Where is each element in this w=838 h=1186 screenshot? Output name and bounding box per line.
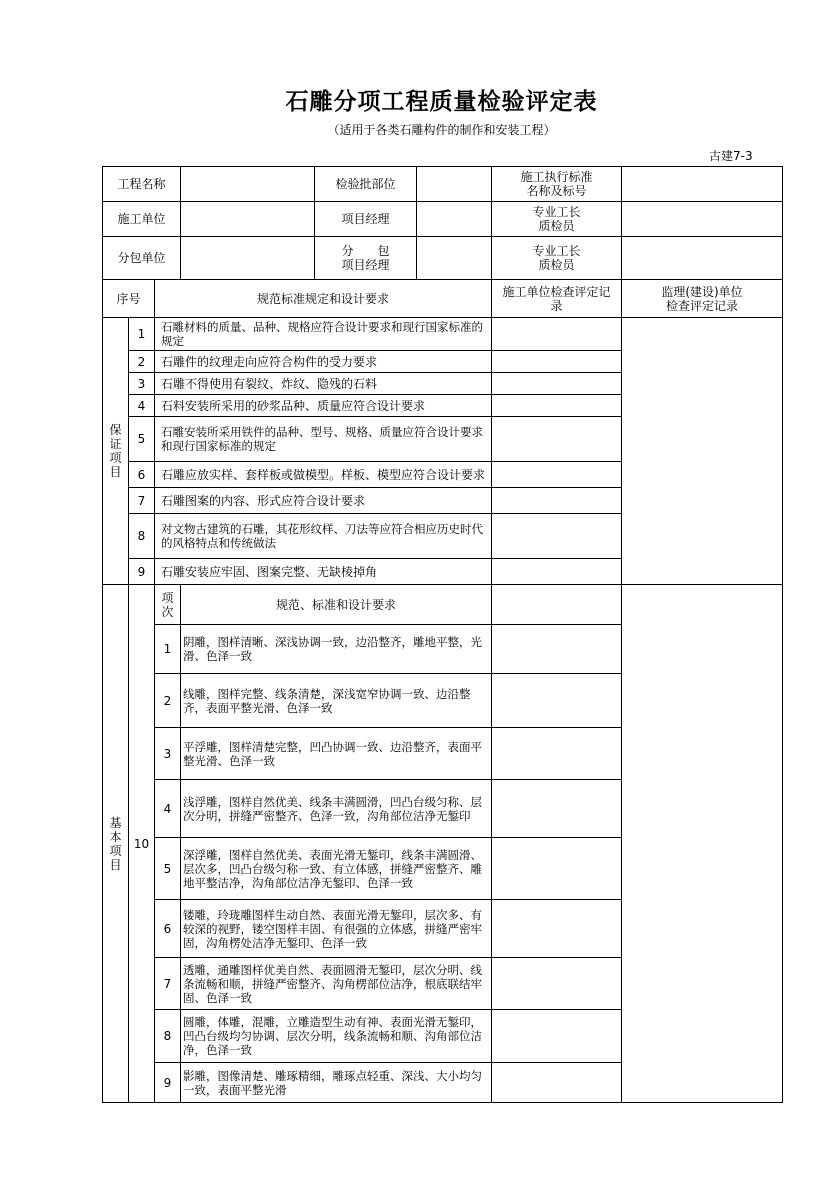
sub-item-header — [155, 585, 181, 625]
contractor-record-header — [492, 280, 622, 318]
foreman2-label-line1: 专业工长 — [532, 244, 581, 258]
contractor-record-cell[interactable] — [492, 417, 622, 462]
sub-requirement-header: 规范、标准和设计要求 — [181, 585, 492, 625]
standard-field[interactable] — [622, 167, 783, 202]
sub-item-text: 影雕，图像清楚、雕琢精细，雕琢点轻重、深浅、大小均匀一致，表面平整光滑 — [181, 1063, 492, 1103]
main-item-no: 3 — [129, 373, 155, 395]
basic-items-label — [103, 585, 129, 1103]
main-item-text: 石雕安装所采用铁件的品种、型号、规格、质量应符合设计要求和现行国家标准的规定 — [155, 417, 492, 462]
contractor-record-cell[interactable] — [492, 1063, 622, 1103]
sub-item-text: 透雕，通雕图样优美自然、表面圆滑无錾印，层次分明、线条流畅和顺，拼缝严密整齐、沟角楞部位洁净，根底联结牢固、色泽一致 — [181, 958, 492, 1010]
main-item-no: 9 — [129, 559, 155, 585]
project-manager-field[interactable] — [417, 202, 492, 237]
main-item-row — [103, 318, 783, 351]
contractor-record-cell[interactable] — [492, 462, 622, 488]
contractor-header-line2: 录 — [550, 298, 563, 313]
sub-item-text: 线雕，图样完整、线条清楚，深浅宽窄协调一致、边沿整齐，表面平整光滑、色泽一致 — [181, 674, 492, 728]
standard-label-line2: 名称及标号 — [526, 184, 587, 198]
main-item-text: 对文物古建筑的石雕，其花形纹样、刀法等应符合相应历史时代的风格特点和传统做法 — [155, 514, 492, 559]
main-item-text: 石雕应放实样、套样板或做模型。样板、模型应符合设计要求 — [155, 462, 492, 488]
main-items-char: 项 — [109, 451, 122, 465]
contractor-record-cell[interactable] — [492, 780, 622, 838]
header-row-unit — [103, 202, 783, 237]
inspection-form-table — [102, 166, 783, 1103]
main-item-no: 7 — [129, 488, 155, 514]
document-subtitle: （适用于各类石雕构件的制作和安装工程） — [327, 123, 556, 137]
main-item-text: 石雕材料的质量、品种、规格应符合设计要求和现行国家标准的规定 — [155, 318, 492, 351]
main-item-text: 石雕件的纹理走向应符合构件的受力要求 — [155, 351, 492, 373]
foreman2-label-line2: 质检员 — [538, 258, 575, 272]
column-header-row — [103, 280, 783, 318]
basic-sub-header-row — [103, 585, 783, 625]
requirement-header: 规范标准规定和设计要求 — [155, 280, 492, 318]
sub-item-text: 阴雕，图样清晰、深浅协调一致，边沿整齐，雕地平整，光滑、色泽一致 — [181, 625, 492, 674]
basic-items-char: 目 — [109, 857, 122, 872]
contractor-record-cell[interactable] — [492, 351, 622, 373]
sub-item-no: 6 — [155, 900, 181, 958]
basic-items-char: 项 — [109, 843, 122, 858]
inspection-part-field[interactable] — [417, 167, 492, 202]
main-item-text: 石料安装所采用的砂浆品种、质量应符合设计要求 — [155, 395, 492, 417]
inspection-part-label: 检验批部位 — [315, 167, 417, 202]
supervisor-record-cell-main[interactable] — [622, 318, 783, 585]
contractor-record-cell[interactable] — [492, 514, 622, 559]
contractor-record-cell[interactable] — [492, 958, 622, 1010]
supervisor-header-line2: 检查评定记录 — [665, 298, 738, 313]
supervisor-record-header — [622, 280, 783, 318]
contractor-record-cell[interactable] — [492, 625, 622, 674]
sub-item-no: 3 — [155, 728, 181, 780]
sub-item-no: 4 — [155, 780, 181, 838]
contractor-record-cell[interactable] — [492, 395, 622, 417]
sub-manager-field[interactable] — [417, 237, 492, 280]
main-item-no: 6 — [129, 462, 155, 488]
contractor-record-cell[interactable] — [492, 1010, 622, 1063]
contractor-record-cell[interactable] — [492, 559, 622, 585]
contractor-record-cell[interactable] — [492, 585, 622, 625]
main-item-no: 5 — [129, 417, 155, 462]
sub-item-text: 镂雕，玲珑雕图样生动自然、表面光滑无錾印，层次多、有较深的视野，镂空图样丰固、有很强的立体感，拼缝严密牢固，沟角楞处洁净无錾印、色泽一致 — [181, 900, 492, 958]
project-manager-label: 项目经理 — [315, 202, 417, 237]
sub-item-text: 深浮雕，图样自然优美、表面光滑无錾印，线条丰满圆滑、层次多，凹凸台级匀称一致、有立体感，拼缝严密整齐、雕地平整洁净，沟角部位洁净无錾印、色泽一致 — [181, 838, 492, 900]
foreman-label — [492, 202, 622, 237]
main-items-label — [103, 318, 129, 585]
foreman2-label — [492, 237, 622, 280]
subcontract-unit-label: 分包单位 — [103, 237, 181, 280]
document-title: 石雕分项工程质量检验评定表 — [285, 89, 598, 115]
project-name-field[interactable] — [181, 167, 315, 202]
basic-item-no: 10 — [129, 585, 155, 1103]
contractor-record-cell[interactable] — [492, 838, 622, 900]
foreman2-field[interactable] — [622, 237, 783, 280]
sub-item-no: 7 — [155, 958, 181, 1010]
main-item-text: 石雕安装应牢固、图案完整、无缺棱掉角 — [155, 559, 492, 585]
sub-item-header-line1: 项 — [161, 590, 174, 605]
basic-items-char: 本 — [109, 829, 122, 844]
contractor-record-cell[interactable] — [492, 488, 622, 514]
sub-item-text: 平浮雕，图样清楚完整，凹凸协调一致、边沿整齐，表面平整光滑、色泽一致 — [181, 728, 492, 780]
form-code: 古建7-3 — [709, 149, 753, 163]
supervisor-header-line1: 监理(建设)单位 — [661, 284, 743, 299]
header-row-project — [103, 167, 783, 202]
foreman-field[interactable] — [622, 202, 783, 237]
sub-item-no: 1 — [155, 625, 181, 674]
sub-item-no: 9 — [155, 1063, 181, 1103]
main-items-char: 目 — [109, 465, 122, 479]
seq-header: 序号 — [103, 280, 155, 318]
sub-manager-label — [315, 237, 417, 280]
contractor-record-cell[interactable] — [492, 728, 622, 780]
sub-manager-label-line2: 项目经理 — [341, 258, 390, 272]
construction-unit-field[interactable] — [181, 202, 315, 237]
sub-item-no: 2 — [155, 674, 181, 728]
standard-label-line1: 施工执行标准 — [520, 170, 593, 184]
construction-unit-label: 施工单位 — [103, 202, 181, 237]
main-item-no: 1 — [129, 318, 155, 351]
sub-manager-label-line1: 分 包 — [341, 244, 390, 258]
project-name-label: 工程名称 — [103, 167, 181, 202]
main-items-char: 保 — [109, 423, 122, 437]
sub-item-no: 8 — [155, 1010, 181, 1063]
contractor-record-cell[interactable] — [492, 900, 622, 958]
header-row-subcontract — [103, 237, 783, 280]
contractor-header-line1: 施工单位检查评定记 — [502, 284, 611, 299]
sub-item-text: 浅浮雕，图样自然优美、线条丰满圆滑，凹凸台级匀称、层次分明，拼缝严密整齐、色泽一致，沟角部位洁净无錾印 — [181, 780, 492, 838]
foreman-label-line2: 质检员 — [538, 219, 575, 233]
basic-items-char: 基 — [109, 815, 122, 830]
contractor-record-cell[interactable] — [492, 674, 622, 728]
subcontract-unit-field[interactable] — [181, 237, 315, 280]
main-item-no: 2 — [129, 351, 155, 373]
main-item-no: 8 — [129, 514, 155, 559]
foreman-label-line1: 专业工长 — [532, 205, 581, 219]
sub-item-no: 5 — [155, 838, 181, 900]
main-items-char: 证 — [109, 437, 122, 451]
main-item-text: 石雕不得使用有裂纹、炸纹、隐残的石料 — [155, 373, 492, 395]
sub-item-header-line2: 次 — [161, 604, 174, 619]
contractor-record-cell[interactable] — [492, 373, 622, 395]
standard-label — [492, 167, 622, 202]
contractor-record-cell[interactable] — [492, 318, 622, 351]
supervisor-record-cell-basic[interactable] — [622, 585, 783, 1103]
main-item-no: 4 — [129, 395, 155, 417]
main-item-text: 石雕图案的内容、形式应符合设计要求 — [155, 488, 492, 514]
sub-item-text: 圆雕，体雕，混雕，立雕造型生动有神、表面光滑无錾印，凹凸台级均匀协调、层次分明，线条流畅和顺、沟角部位洁净，色泽一致 — [181, 1010, 492, 1063]
